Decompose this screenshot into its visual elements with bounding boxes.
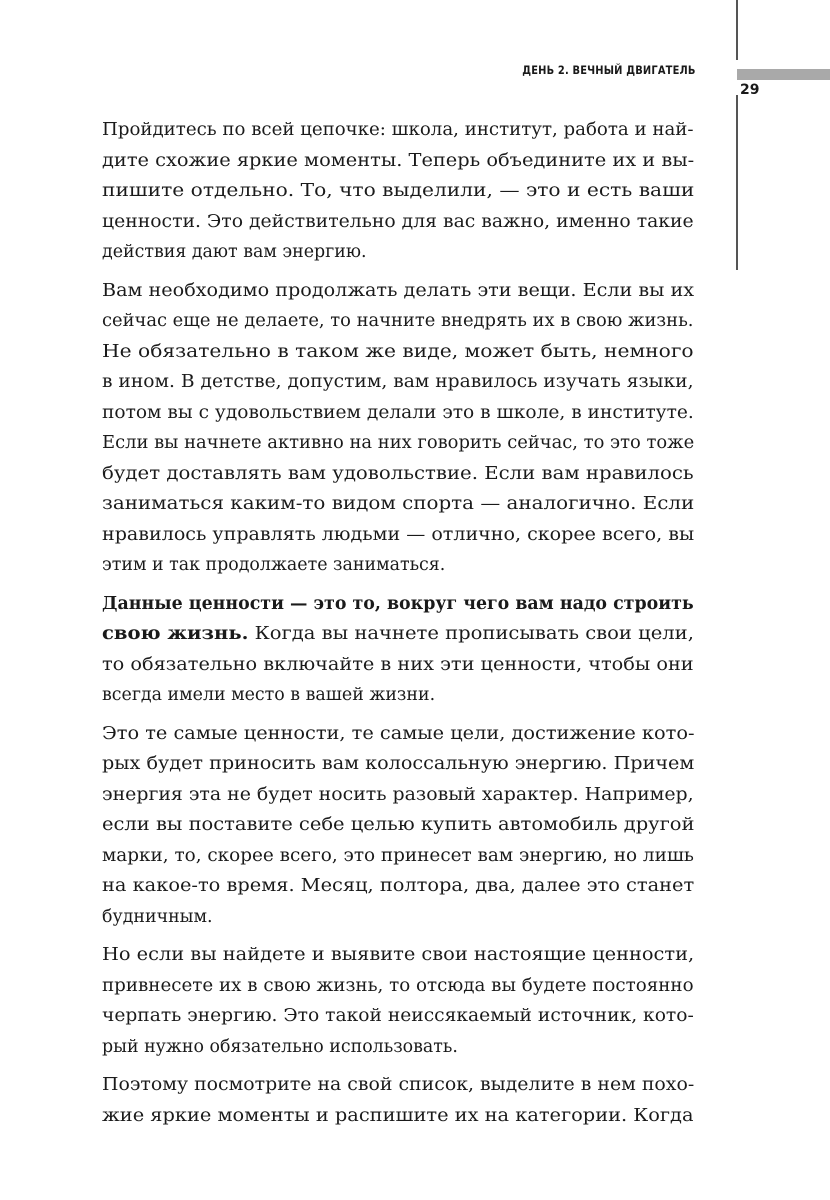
running-head: ДЕНЬ 2. ВЕЧНЫЙ ДВИГАТЕЛЬ <box>522 63 696 77</box>
text-line: если вы поставите себе целью купить автомобиль другой <box>102 815 695 835</box>
text-line: Поэтому посмотрите на свой список, выделите в нем похо- <box>102 1075 695 1095</box>
page-number: 29 <box>740 82 760 98</box>
page-number-tab <box>737 69 830 80</box>
text-line: то обязательно включайте в них эти ценности, чтобы они <box>102 654 694 675</box>
paragraph-5 <box>102 940 694 1062</box>
text-line: пишите отдельно. То, что выделили, — это и есть ваши <box>102 181 695 201</box>
text-line: заниматься каким-то видом спорта — аналогично. Если <box>102 494 695 514</box>
text-line: Пройдитесь по всей цепочке: школа, институт, работа и най- <box>102 120 694 140</box>
text-line: действия дают вам энергию. <box>102 242 367 262</box>
text-line: Если вы начнете активно на них говорить сейчас, то это тоже <box>102 433 695 453</box>
paragraph-3 <box>102 589 694 711</box>
bold-phrase: свою жизнь. <box>102 624 249 644</box>
paragraph-4 <box>102 719 694 933</box>
text-line: Но если вы найдете и выявите свои настоящие ценности, <box>102 945 695 965</box>
text-line: Вам необходимо продолжать делать эти вещи. Если вы их <box>102 280 695 301</box>
text-line: энергия эта не будет носить разовый характер. Например, <box>102 784 694 805</box>
text-line: черпать энергию. Это такой неиссякаемый источник, кото- <box>102 1006 694 1026</box>
text-line: потом вы с удовольствием делали это в школе, в институте. <box>102 402 694 423</box>
text-line: Это те самые ценности, те самые цели, достижение кото- <box>102 723 695 744</box>
text-line: марки, то, скорее всего, это принесет вам энергию, но лишь <box>102 845 694 866</box>
bold-text-line: Данные ценности — это то, вокруг чего вам надо строить <box>102 593 694 614</box>
text-line: дите схожие яркие моменты. Теперь объедините их и вы- <box>102 150 695 171</box>
text-phrase: Когда вы начнете прописывать свои цели, <box>248 624 694 644</box>
text-line: рый нужно обязательно использовать. <box>102 1036 458 1057</box>
text-line: привнесете их в свою жизнь, то отсюда вы будете постоянно <box>102 975 694 996</box>
paragraph-2 <box>102 276 694 581</box>
text-line: нравилось управлять людьми — отлично, скорее всего, вы <box>102 524 695 545</box>
paragraph-6 <box>102 1070 694 1131</box>
text-line: на какое-то время. Месяц, полтора, два, далее это станет <box>102 876 695 896</box>
body-text <box>102 115 694 1131</box>
text-line: в ином. В детстве, допустим, вам нравилось изучать языки, <box>102 372 694 392</box>
text-line: ценности. Это действительно для вас важно, именно такие <box>102 211 694 232</box>
text-line: Не обязательно в таком же виде, может быть, немного <box>102 341 694 362</box>
paragraph-1 <box>102 115 694 268</box>
text-line: рых будет приносить вам колоссальную энергию. Причем <box>102 754 695 774</box>
text-line: всегда имели место в вашей жизни. <box>102 685 436 705</box>
text-line: жие яркие моменты и распишите их на категории. Когда <box>102 1105 694 1126</box>
text-line: этим и так продолжаете заниматься. <box>102 555 446 575</box>
header-vertical-rule <box>736 0 738 60</box>
text-line: сейчас еще не делаете, то начните внедрять их в свою жизнь. <box>102 311 694 331</box>
text-line-mixed <box>102 619 767 650</box>
text-line: будничным. <box>102 906 213 927</box>
text-line: будет доставлять вам удовольствие. Если вам нравилось <box>102 463 694 484</box>
